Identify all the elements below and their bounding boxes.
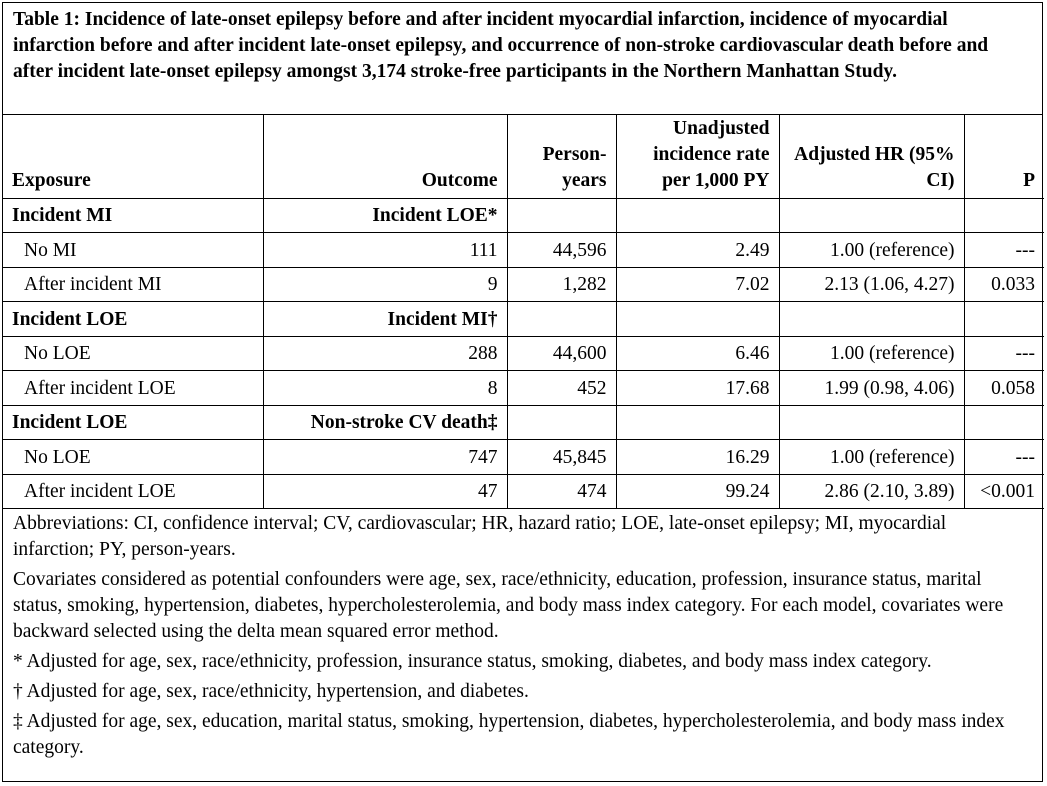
row-rate: 2.49 (616, 233, 779, 268)
row-rate: 17.68 (616, 371, 779, 406)
row-person-years: 44,600 (507, 336, 616, 371)
table-row (3, 474, 1044, 509)
group-outcome: Incident LOE* (263, 198, 507, 233)
results-table (3, 115, 1044, 509)
row-p: 0.033 (964, 267, 1044, 302)
header-adjusted-hr: Adjusted HR (95% CI) (779, 115, 964, 198)
row-outcome-count: 9 (263, 267, 507, 302)
row-exposure: After incident MI (3, 267, 263, 302)
group-outcome: Incident MI† (263, 302, 507, 337)
row-hr: 1.00 (reference) (779, 233, 964, 268)
row-p: --- (964, 233, 1044, 268)
table-row (3, 233, 1044, 268)
row-person-years: 452 (507, 371, 616, 406)
row-p: --- (964, 336, 1044, 371)
row-exposure: After incident LOE (3, 371, 263, 406)
row-exposure: No MI (3, 233, 263, 268)
footnote-asterisk: * Adjusted for age, sex, race/ethnicity, profession, insurance status, smoking, diabetes, and body mass index category. (13, 651, 932, 672)
table-row (3, 336, 1044, 371)
table-row (3, 267, 1044, 302)
row-rate: 16.29 (616, 440, 779, 475)
footnote-covariates: Covariates considered as potential confounders were age, sex, race/ethnicity, education, profession, insurance status, marital status, smoking, hypertension, diabetes, hypercholesterolemia, and body mass index category. For each model, covariates were backward selected using the delta mean squared error method. (13, 569, 1004, 642)
table-row (3, 371, 1044, 406)
row-outcome-count: 47 (263, 474, 507, 509)
header-row (3, 115, 1044, 198)
header-person-years: Person-years (507, 115, 616, 198)
header-outcome: Outcome (263, 115, 507, 198)
row-hr: 1.00 (reference) (779, 440, 964, 475)
group-exposure: Incident LOE (3, 405, 263, 440)
header-exposure: Exposure (3, 115, 263, 198)
row-outcome-count: 8 (263, 371, 507, 406)
group-row (3, 405, 1044, 440)
row-person-years: 1,282 (507, 267, 616, 302)
group-row (3, 198, 1044, 233)
row-person-years: 45,845 (507, 440, 616, 475)
group-exposure: Incident LOE (3, 302, 263, 337)
table-row (3, 440, 1044, 475)
group-row (3, 302, 1044, 337)
row-exposure: After incident LOE (3, 474, 263, 509)
row-p: --- (964, 440, 1044, 475)
footnote-abbreviations: Abbreviations: CI, confidence interval; CV, cardiovascular; HR, hazard ratio; LOE, late-onset epilepsy; MI, myocardial infarction; PY, person-years. (13, 513, 947, 560)
row-rate: 6.46 (616, 336, 779, 371)
table-document (2, 2, 1043, 782)
row-hr: 1.99 (0.98, 4.06) (779, 371, 964, 406)
row-hr: 2.86 (2.10, 3.89) (779, 474, 964, 509)
row-p: 0.058 (964, 371, 1044, 406)
footnote-dagger: † Adjusted for age, sex, race/ethnicity, hypertension, and diabetes. (13, 681, 529, 702)
row-p: <0.001 (964, 474, 1044, 509)
group-outcome: Non-stroke CV death‡ (263, 405, 507, 440)
header-p-value: P (964, 115, 1044, 198)
row-exposure: No LOE (3, 440, 263, 475)
row-exposure: No LOE (3, 336, 263, 371)
row-outcome-count: 288 (263, 336, 507, 371)
row-hr: 2.13 (1.06, 4.27) (779, 267, 964, 302)
table-caption: Table 1: Incidence of late-onset epilepsy before and after incident myocardial infarction, incidence of myocardial infarction before and after incident late-onset epilepsy, and occurrence of non-stroke cardiovascular death before and after incident late-onset epilepsy amongst 3,174 stroke-free participants in the Northern Manhattan Study. (3, 3, 1042, 115)
group-exposure: Incident MI (3, 198, 263, 233)
header-incidence-rate: Unadjusted incidence rate per 1,000 PY (616, 115, 779, 198)
row-outcome-count: 747 (263, 440, 507, 475)
row-hr: 1.00 (reference) (779, 336, 964, 371)
row-person-years: 474 (507, 474, 616, 509)
row-outcome-count: 111 (263, 233, 507, 268)
row-person-years: 44,596 (507, 233, 616, 268)
row-rate: 7.02 (616, 267, 779, 302)
table-footnotes (3, 509, 1042, 761)
footnote-double-dagger: ‡ Adjusted for age, sex, education, marital status, smoking, hypertension, diabetes, hypercholesterolemia, and body mass index category. (13, 711, 1005, 758)
row-rate: 99.24 (616, 474, 779, 509)
